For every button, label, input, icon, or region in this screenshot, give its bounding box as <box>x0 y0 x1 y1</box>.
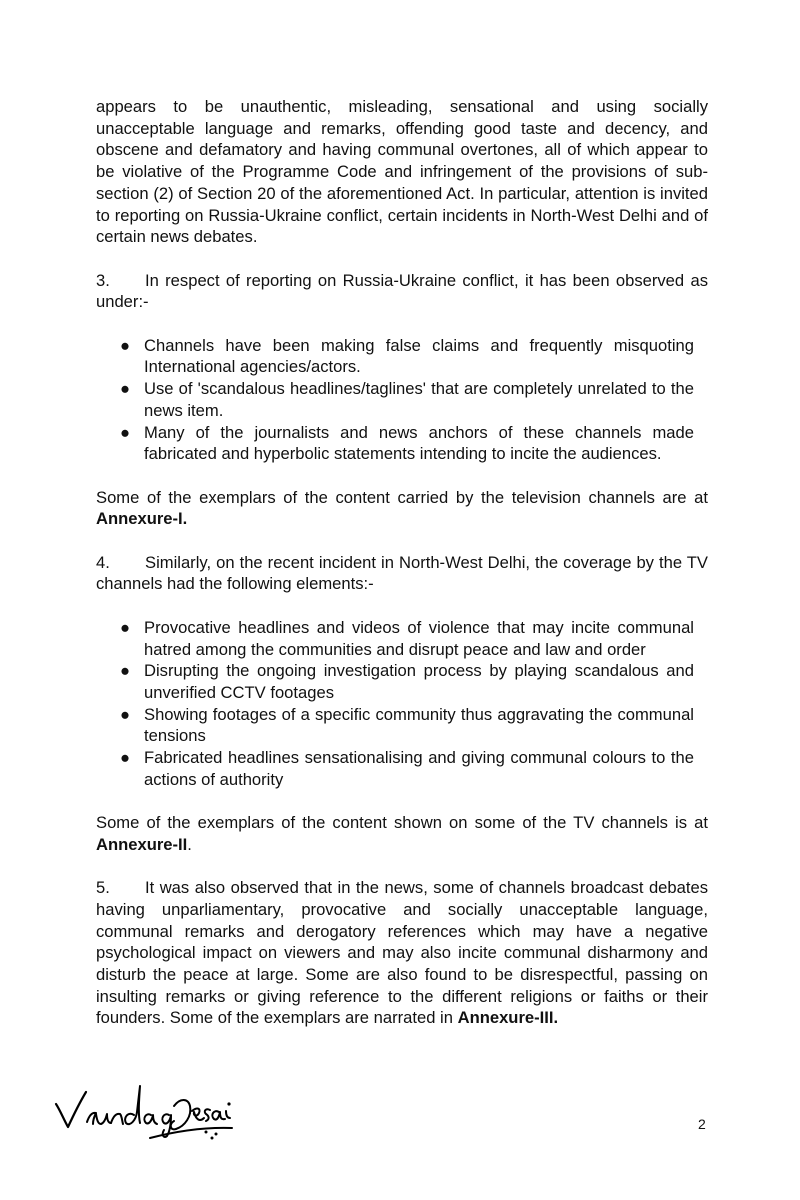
section-4-exemplar-paragraph <box>96 812 708 855</box>
bullet-icon: ● <box>120 422 131 442</box>
bullet-icon: ● <box>120 335 131 355</box>
section-4-paragraph <box>96 552 708 595</box>
paragraph-gap <box>96 790 708 812</box>
section-4-bullet-list <box>120 617 694 791</box>
bullet-icon: ● <box>120 661 131 681</box>
section-3-bullet-3-text: Many of the journalists and news anchors of these channels made fabricated and hyperbolic statements intending to incite the audiences. <box>144 422 694 464</box>
section-4-bullet-3 <box>120 704 694 747</box>
bullet-icon: ● <box>120 617 131 637</box>
section-3-bullet-1-text: Channels have been making false claims and frequently misquoting International agencies/actors. <box>144 335 694 377</box>
bullet-icon: ● <box>120 704 131 724</box>
section-3-bullet-2 <box>120 378 694 421</box>
paragraph-gap <box>96 856 708 878</box>
bullet-icon: ● <box>120 748 131 768</box>
section-3-bullet-2-text: Use of 'scandalous headlines/taglines' that are completely unrelated to the news item. <box>144 379 694 420</box>
section-3-exemplar-paragraph <box>96 487 708 530</box>
section-5-paragraph <box>96 877 708 1029</box>
section-4-bullet-2-text: Disrupting the ongoing investigation process by playing scandalous and unverified CCTV footages <box>144 661 694 702</box>
section-3-annexure: Annexure-I. <box>96 509 188 529</box>
section-5-annexure: Annexure-III. <box>457 1008 559 1028</box>
section-4-bullet-1-text: Provocative headlines and videos of violence that may incite communal hatred among the communities and disrupt peace and law and order <box>144 617 694 659</box>
section-4-annexure: Annexure-II <box>96 834 188 854</box>
page-number: 2 <box>698 1116 706 1132</box>
handwritten-signature <box>48 1072 238 1142</box>
paragraph-gap <box>96 595 708 617</box>
section-4-bullet-4 <box>120 747 694 790</box>
section-4-number: 4. <box>96 552 110 572</box>
section-3-bullet-1 <box>120 335 694 378</box>
section-3-paragraph <box>96 270 708 313</box>
section-5-number: 5. <box>96 878 110 898</box>
section-4-text: Similarly, on the recent incident in North-West Delhi, the coverage by the TV channels had the following elements:- <box>96 552 708 594</box>
section-4-exemplar-text: Some of the exemplars of the content shown on some of the TV channels is at <box>96 813 708 833</box>
section-4-bullet-2 <box>120 660 694 703</box>
section-4-bullet-4-text: Fabricated headlines sensationalising and giving communal colours to the actions of authority <box>144 748 694 789</box>
paragraph-gap <box>96 465 708 487</box>
section-5-text: It was also observed that in the news, some of channels broadcast debates having unparliamentary, provocative and socially unacceptable language, communal remarks and derogatory references which may have a negative psychological impact on viewers and may also incite communal disharmony and disturb the peace at large. Some are also found to be disrespectful, passing on insulting remarks or giving reference to the different religions or faiths or their founders. Some of the exemplars are narrated in <box>96 878 708 1028</box>
paragraph-gap <box>96 313 708 335</box>
paragraph-gap <box>96 248 708 270</box>
intro-paragraph: appears to be unauthentic, misleading, sensational and using socially unacceptable language and remarks, offending good taste and decency, and obscene and defamatory and having communal overtones, all of which appear to be violative of the Programme Code and infringement of the provisions of sub-section (2) of Section 20 of the aforementioned Act. In particular, attention is invited to reporting on Russia-Ukraine conflict, certain incidents in North-West Delhi and of certain news debates. <box>96 97 708 247</box>
section-4-bullet-3-text: Showing footages of a specific community thus aggravating the communal tensions <box>144 704 694 746</box>
section-3-number: 3. <box>96 270 110 290</box>
document-page <box>96 96 708 1029</box>
paragraph-gap <box>96 530 708 552</box>
bullet-icon: ● <box>120 379 131 399</box>
section-3-text: In respect of reporting on Russia-Ukraine conflict, it has been observed as under:- <box>96 270 708 312</box>
section-4-annexure-suffix: . <box>187 834 192 854</box>
section-3-bullet-list <box>120 335 694 465</box>
section-4-bullet-1 <box>120 617 694 660</box>
section-3-exemplar-text: Some of the exemplars of the content carried by the television channels are at <box>96 487 708 507</box>
section-3-bullet-3 <box>120 422 694 465</box>
